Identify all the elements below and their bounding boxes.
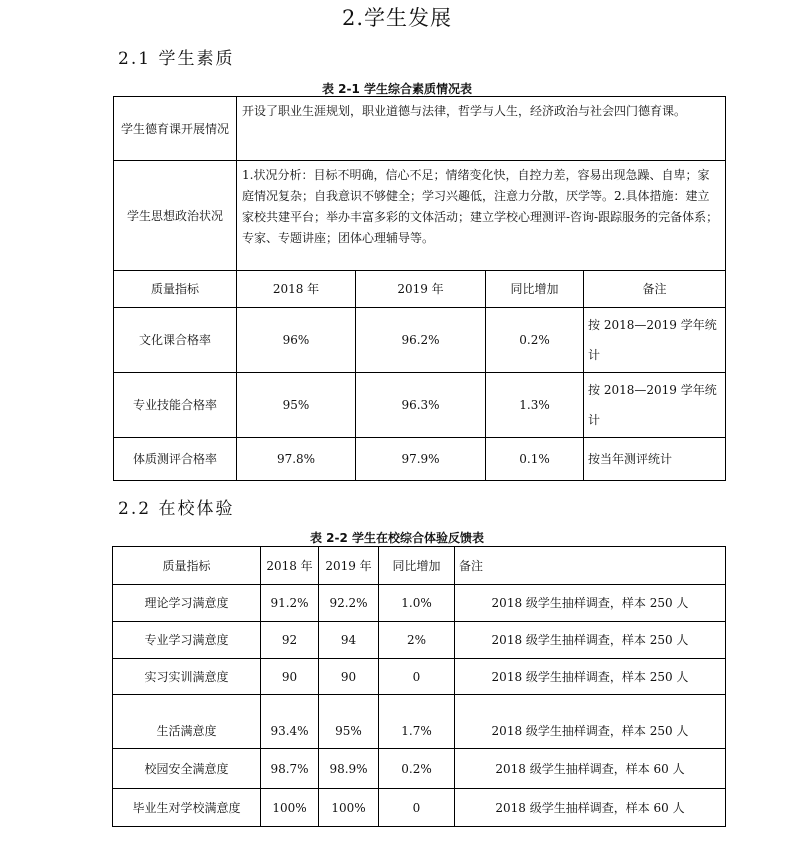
ideology-text: 1.状况分析：目标不明确，信心不足；情绪变化快，自控力差，容易出现急躁、自卑；家庭情况复杂；自我意识不够健全；学习兴趣低，注意力分散，厌学等。2.具体措施：建立家校共建平台；举办丰富多彩的文体活动；建立学校心理测评-咨询-跟踪服务的完备体系；专家、专题讲座；团体心理辅导等。 (237, 161, 726, 271)
yoy-cell: 1.7% (379, 695, 455, 749)
yoy-cell: 1.0% (379, 585, 455, 622)
yoy-cell: 1.3% (486, 373, 584, 438)
moral-label: 学生德育课开展情况 (114, 97, 237, 161)
indicator-cell: 文化课合格率 (114, 308, 237, 373)
header-2018: 2018 年 (261, 547, 319, 585)
yoy-cell: 0.2% (379, 749, 455, 789)
table-row (113, 585, 726, 622)
indicator-cell: 校园安全满意度 (113, 749, 261, 789)
table-2-2-header-row (113, 547, 726, 585)
note-cell: 2018 级学生抽样调查，样本 60 人 (455, 749, 726, 789)
note-cell: 按 2018—2019 学年统计 (584, 308, 726, 373)
value-2019-cell: 98.9% (319, 749, 379, 789)
note-cell: 按 2018—2019 学年统计 (584, 373, 726, 438)
section-heading-2-2: 2.2 在校体验 (118, 499, 235, 519)
value-2019-cell: 90 (319, 659, 379, 695)
table-row (113, 659, 726, 695)
value-2019-cell: 95% (319, 695, 379, 749)
moral-row (114, 97, 726, 161)
indicator-cell: 生活满意度 (113, 695, 261, 749)
yoy-cell: 2% (379, 622, 455, 659)
value-2018-cell: 93.4% (261, 695, 319, 749)
table-row (113, 749, 726, 789)
table-row (113, 622, 726, 659)
moral-text: 开设了职业生涯规划，职业道德与法律，哲学与人生，经济政治与社会四门德育课。 (237, 97, 726, 161)
value-2018-cell: 90 (261, 659, 319, 695)
value-2018-cell: 95% (237, 373, 356, 438)
header-note: 备注 (584, 271, 726, 308)
table-2-2-caption: 表 2-2 学生在校综合体验反馈表 (309, 531, 485, 545)
value-2019-cell: 100% (319, 789, 379, 827)
table-row (114, 308, 726, 373)
value-2019-cell: 96.2% (356, 308, 486, 373)
value-2018-cell: 96% (237, 308, 356, 373)
table-2-1 (113, 96, 726, 481)
table-row (114, 373, 726, 438)
header-indicator: 质量指标 (114, 271, 237, 308)
yoy-cell: 0.2% (486, 308, 584, 373)
indicator-cell: 专业技能合格率 (114, 373, 237, 438)
header-2019: 2019 年 (356, 271, 486, 308)
value-2019-cell: 96.3% (356, 373, 486, 438)
value-2019-cell: 97.9% (356, 438, 486, 481)
header-2018: 2018 年 (237, 271, 356, 308)
section-heading-2-1: 2.1 学生素质 (118, 49, 235, 69)
ideology-label: 学生思想政治状况 (114, 161, 237, 271)
table-row (113, 695, 726, 749)
table-2-2 (112, 546, 726, 827)
note-cell: 按当年测评统计 (584, 438, 726, 481)
note-cell: 2018 级学生抽样调查，样本 250 人 (455, 659, 726, 695)
yoy-cell: 0 (379, 789, 455, 827)
ideology-row (114, 161, 726, 271)
indicator-cell: 专业学习满意度 (113, 622, 261, 659)
table-row (113, 789, 726, 827)
indicator-cell: 理论学习满意度 (113, 585, 261, 622)
table-2-1-header-row (114, 271, 726, 308)
table-2-1-caption: 表 2-1 学生综合素质情况表 (321, 82, 473, 96)
header-note: 备注 (455, 547, 726, 585)
value-2019-cell: 92.2% (319, 585, 379, 622)
header-indicator: 质量指标 (113, 547, 261, 585)
indicator-cell: 毕业生对学校满意度 (113, 789, 261, 827)
note-cell: 2018 级学生抽样调查，样本 250 人 (455, 585, 726, 622)
value-2018-cell: 98.7% (261, 749, 319, 789)
indicator-cell: 体质测评合格率 (114, 438, 237, 481)
value-2019-cell: 94 (319, 622, 379, 659)
note-cell: 2018 级学生抽样调查，样本 60 人 (455, 789, 726, 827)
yoy-cell: 0.1% (486, 438, 584, 481)
yoy-cell: 0 (379, 659, 455, 695)
value-2018-cell: 100% (261, 789, 319, 827)
note-cell: 2018 级学生抽样调查，样本 250 人 (455, 695, 726, 749)
value-2018-cell: 97.8% (237, 438, 356, 481)
table-row (114, 438, 726, 481)
header-yoy: 同比增加 (486, 271, 584, 308)
note-cell: 2018 级学生抽样调查，样本 250 人 (455, 622, 726, 659)
page-title: 2.学生发展 (341, 6, 453, 30)
header-yoy: 同比增加 (379, 547, 455, 585)
header-2019: 2019 年 (319, 547, 379, 585)
indicator-cell: 实习实训满意度 (113, 659, 261, 695)
value-2018-cell: 92 (261, 622, 319, 659)
value-2018-cell: 91.2% (261, 585, 319, 622)
